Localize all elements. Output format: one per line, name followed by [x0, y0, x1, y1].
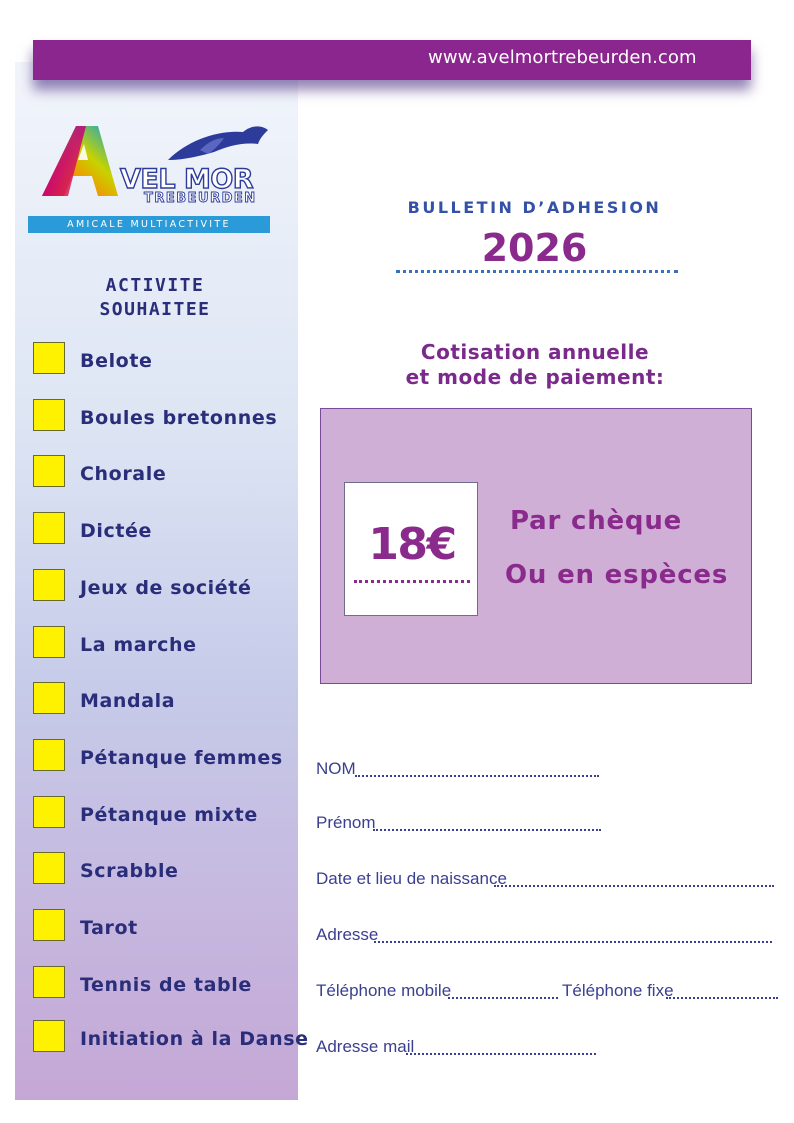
header-bar: [33, 40, 751, 80]
activity-item-tennis-de-table[interactable]: [33, 966, 293, 1000]
field-nom-label: [316, 759, 356, 781]
activity-item-dictee[interactable]: [33, 512, 293, 546]
field-naissance-label: [316, 869, 507, 891]
activity-item-scrabble[interactable]: [33, 852, 293, 886]
field-label: Adresse: [316, 925, 379, 944]
price-dotted-underline: [354, 580, 470, 583]
activity-label: La marche: [80, 634, 197, 656]
activity-label: Tennis de table: [80, 974, 252, 996]
field-nom-input[interactable]: [355, 775, 599, 777]
activity-checkbox[interactable]: [33, 569, 65, 601]
club-logo: [28, 120, 270, 235]
field-label: NOM: [316, 759, 356, 778]
activity-item-mandala[interactable]: [33, 682, 293, 716]
activity-item-initiation-danse[interactable]: [33, 1020, 309, 1054]
field-prenom-input[interactable]: [373, 829, 601, 831]
field-label: Date et lieu de naissance: [316, 869, 507, 888]
activity-label: Mandala: [80, 690, 176, 712]
website-url[interactable]: www.avelmortrebeurden.com: [428, 47, 697, 68]
cotisation-line1: Cotisation annuelle: [420, 340, 650, 364]
activity-item-la-marche[interactable]: [33, 626, 293, 660]
activity-label: Boules bretonnes: [80, 407, 278, 429]
field-mail-input[interactable]: [406, 1053, 596, 1055]
field-adresse-input[interactable]: [374, 941, 772, 943]
logo-text-trebeurden: TREBEURDEN: [144, 191, 257, 206]
activity-checkbox[interactable]: [33, 852, 65, 884]
activity-checkbox[interactable]: [33, 739, 65, 771]
payment-method-especes: Ou en espèces: [505, 560, 729, 590]
activity-item-boules-bretonnes[interactable]: [33, 399, 293, 433]
field-adresse-label: [316, 925, 378, 947]
bulletin-title: BULLETIN D’ADHESION: [407, 198, 662, 217]
activity-checkbox[interactable]: [33, 966, 65, 998]
activity-label: Initiation à la Danse: [80, 1028, 309, 1050]
field-prenom-label: [316, 813, 376, 835]
payment-method-cheque: Par chèque: [510, 506, 683, 536]
activities-title-line1: ACTIVITE: [105, 275, 205, 296]
bulletin-year: 2026: [481, 226, 588, 270]
activity-checkbox[interactable]: [33, 455, 65, 487]
price-box: [344, 482, 478, 616]
activity-label: Tarot: [80, 917, 138, 939]
activity-label: Chorale: [80, 463, 167, 485]
field-tel-mobile-label: [316, 981, 451, 1003]
activity-checkbox[interactable]: [33, 909, 65, 941]
activity-item-petanque-femmes[interactable]: [33, 739, 293, 773]
activity-checkbox[interactable]: [33, 682, 65, 714]
activity-checkbox[interactable]: [33, 512, 65, 544]
activity-label: Pétanque femmes: [80, 747, 283, 769]
cotisation-line2: et mode de paiement:: [405, 365, 665, 389]
field-tel-fixe-input[interactable]: [666, 997, 778, 999]
field-tel-mobile-input[interactable]: [448, 997, 558, 999]
activity-label: Jeux de société: [80, 577, 252, 599]
activity-item-tarot[interactable]: [33, 909, 293, 943]
activity-item-petanque-mixte[interactable]: [33, 796, 293, 830]
activity-label: Dictée: [80, 520, 153, 542]
field-label: Adresse mail: [316, 1037, 415, 1056]
field-mail-label: [316, 1037, 414, 1059]
activity-item-jeux-de-societe[interactable]: [33, 569, 293, 603]
activity-checkbox[interactable]: [33, 342, 65, 374]
activity-checkbox[interactable]: [33, 796, 65, 828]
field-naissance-input[interactable]: [494, 885, 774, 887]
field-tel-fixe-label: [562, 981, 674, 1003]
activity-label: Pétanque mixte: [80, 804, 258, 826]
field-label: Prénom: [316, 813, 376, 832]
field-label: Téléphone mobile: [316, 981, 452, 1000]
activity-label: Scrabble: [80, 860, 179, 882]
activity-checkbox[interactable]: [33, 1020, 65, 1052]
activity-label: Belote: [80, 350, 153, 372]
activities-title-line2: SOUHAITEE: [99, 299, 211, 320]
cotisation-heading: [362, 340, 708, 390]
field-label: Téléphone fixe: [562, 981, 674, 1000]
activities-title: [70, 274, 240, 322]
logo-text-avel-mor: VEL MOR: [120, 164, 254, 195]
activity-checkbox[interactable]: [33, 626, 65, 658]
price-value: 18€: [368, 519, 456, 570]
activity-item-chorale[interactable]: [33, 455, 293, 489]
activity-checkbox[interactable]: [33, 399, 65, 431]
logo-band-amicale: AMICALE MULTIACTIVITE: [28, 216, 270, 233]
activity-item-belote[interactable]: [33, 342, 293, 376]
year-dotted-underline: [396, 270, 678, 273]
